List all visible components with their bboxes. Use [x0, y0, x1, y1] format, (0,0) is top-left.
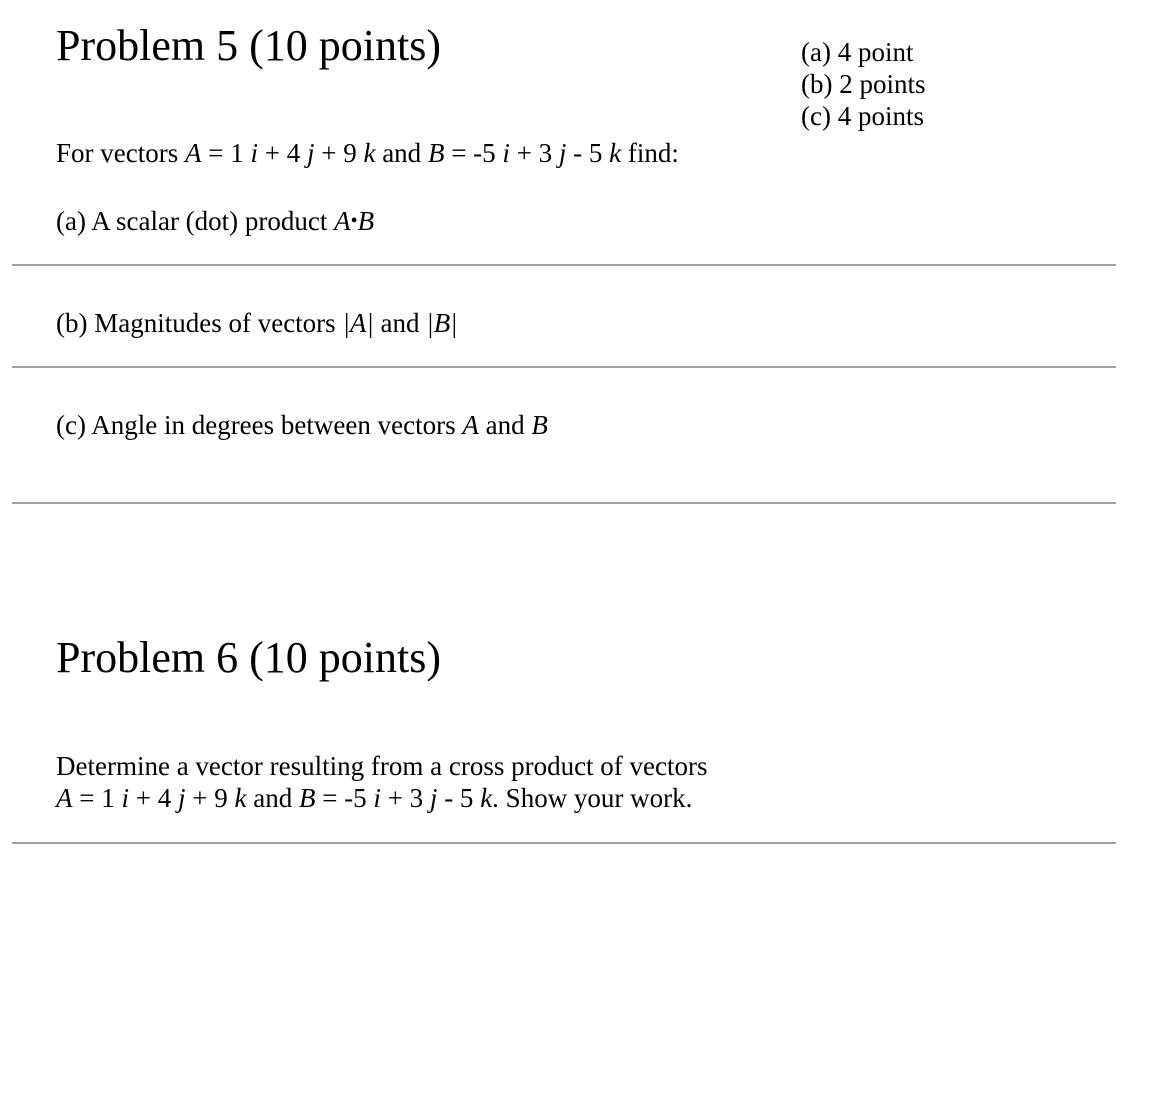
divider-c [12, 502, 1116, 504]
unit-k: k [609, 138, 622, 168]
term: - 5 [437, 783, 481, 813]
vector-a-name: A [56, 783, 73, 813]
vector-a-name: A [462, 410, 479, 440]
and-word: and [373, 308, 427, 338]
vector-b-name: B [298, 783, 316, 813]
vector-a-expr: = 1 [201, 138, 251, 168]
unit-i: i [250, 138, 258, 168]
vector-b-name: B [427, 138, 445, 168]
part-a-text: (a) A scalar (dot) product [56, 206, 335, 236]
part-b-question [56, 307, 458, 339]
intro-suffix: find: [621, 138, 679, 168]
part-b-text: (b) Magnitudes of vectors [56, 308, 343, 338]
unit-j: j [177, 783, 186, 813]
problem-6-line-2 [56, 782, 692, 814]
unit-j: j [429, 783, 438, 813]
divider-a [12, 264, 1116, 266]
unit-k: k [234, 783, 247, 813]
intro-prefix: For vectors [56, 138, 185, 168]
divider-problem-6 [12, 842, 1116, 844]
term: + 4 [257, 138, 307, 168]
unit-k: k [480, 783, 493, 813]
divider-b [12, 366, 1116, 368]
unit-k: k [363, 138, 376, 168]
points-b: (b) 2 points [801, 69, 926, 99]
part-c-text: (c) Angle in degrees between vectors [56, 410, 463, 440]
unit-i: i [502, 138, 510, 168]
problem-5-title: Problem 5 (10 points) [56, 21, 441, 70]
magnitude-a: |A| [342, 308, 374, 338]
term: + 3 [509, 138, 559, 168]
vector-b-name: B [531, 410, 548, 440]
part-a-rhs: B [357, 206, 375, 236]
term: + 3 [380, 783, 430, 813]
points-a: (a) 4 point [801, 37, 914, 67]
term: + 9 [185, 783, 235, 813]
line-suffix: . Show your work. [492, 783, 693, 813]
vector-b-expr: = -5 [315, 783, 374, 813]
term: + 4 [129, 783, 178, 813]
problem-5-intro [56, 137, 679, 169]
part-c-question [56, 409, 548, 441]
vector-b-expr: = -5 [444, 138, 503, 168]
problem-6-line-1: Determine a vector resulting from a cross product of vectors [56, 751, 708, 781]
magnitude-b: |B| [426, 308, 458, 338]
term: + 9 [314, 138, 364, 168]
and-word: and [375, 138, 428, 168]
points-c: (c) 4 points [801, 101, 924, 131]
vector-a-name: A [184, 138, 202, 168]
unit-i: i [121, 783, 129, 813]
points-breakdown [801, 36, 926, 132]
and-word: and [478, 410, 532, 440]
unit-i: i [373, 783, 381, 813]
part-a-lhs: A [334, 206, 351, 236]
term: - 5 [566, 138, 610, 168]
unit-j: j [306, 138, 315, 168]
dot-operator: • [350, 210, 358, 232]
vector-a-expr: = 1 [72, 783, 122, 813]
and-word: and [246, 783, 299, 813]
problem-6-title: Problem 6 (10 points) [56, 633, 441, 682]
part-a-question [56, 205, 374, 237]
unit-j: j [558, 138, 567, 168]
